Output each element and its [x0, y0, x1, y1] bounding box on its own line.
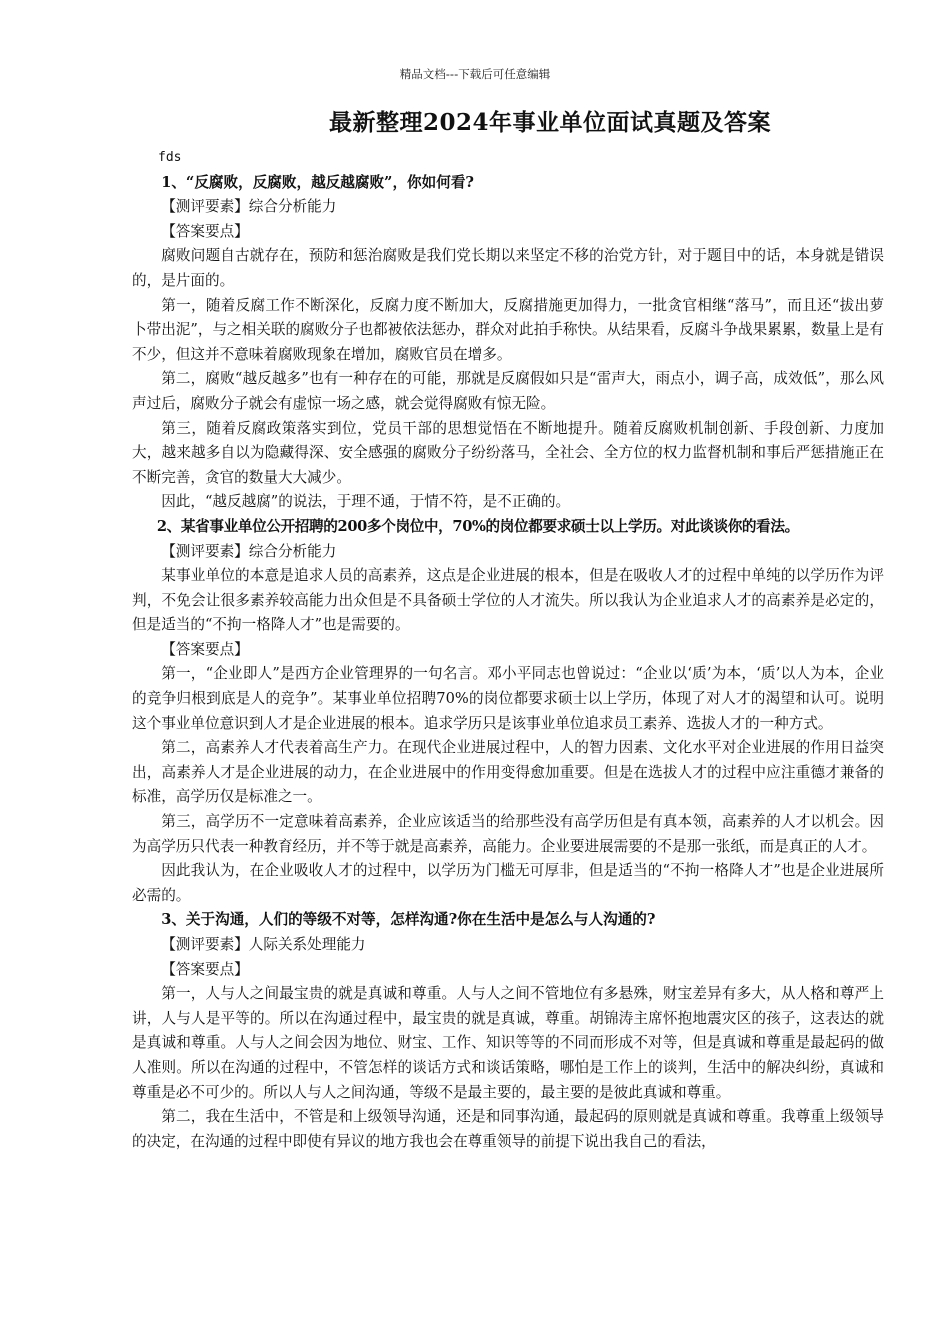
body-paragraph: 第三，高学历不一定意味着高素养，企业应该适当的给那些没有高学历但是有真本领，高素养的人才以机会。因为高学历只代表一种教育经历，并不等于就是高素养，高能力。企业要进展需要的不是那一张纸，而是真正的人才。: [132, 813, 884, 855]
page-header: 精品文档---下载后可任意编辑: [399, 67, 551, 81]
body-paragraph: 第二，腐败“越反越多”也有一种存在的可能，那就是反腐假如只是“雷声大，雨点小，调子高，成效低”，那么风声过后，腐败分子就会有虚惊一场之感，就会觉得腐败有惊无险。: [132, 370, 884, 412]
question-3: 3、关于沟通，人们的等级不对等，怎样沟通?你在生活中是怎么与人沟通的?: [161, 911, 656, 929]
body-paragraph: 第一，随着反腐工作不断深化，反腐力度不断加大，反腐措施更加得力，一批贪官相继“落马”，而且还“拔出萝卜带出泥”，与之相关联的腐败分子也都被依法惩办，群众对此拍手称快。从结果看，反腐斗争战果累累，数量上是有不少，但这并不意味着腐败现象在增加，腐败官员在增多。: [132, 296, 884, 363]
body-paragraph: 第二，高素养人才代表着高生产力。在现代企业进展过程中，人的智力因素、文化水平对企业进展的作用日益突出，高素养人才是企业进展的动力，在企业进展中的作用变得愈加重要。但是在选拔人才的过程中应注重德才兼备的标准，高学历仅是标准之一。: [132, 739, 884, 806]
body-paragraph: 腐败问题自古就存在，预防和惩治腐败是我们党长期以来坚定不移的治党方针，对于题目中的话，本身就是错误的，是片面的。: [132, 247, 884, 289]
document-title: 最新整理2024年事业单位面试真题及答案: [328, 109, 771, 136]
answer-points-heading-2: 【答案要点】: [161, 640, 249, 658]
question-2: 2、某省事业单位公开招聘的200多个岗位中，70%的岗位都要求硕士以上学历。对此谈谈你的看法。: [156, 517, 799, 535]
body-paragraph: 第三，随着反腐政策落实到位，党员干部的思想觉悟在不断地提升。随着反腐败机制创新、手段创新、力度加大，越来越多自以为隐藏得深、安全感强的腐败分子纷纷落马，全社会、全方位的权力监督机制和事后严惩措施正在不断完善，贪官的数量大大减少。: [132, 419, 884, 486]
body-paragraph: 因此，“越反越腐”的说法，于理不通，于情不符，是不正确的。: [161, 493, 571, 511]
stray-text: fds: [158, 150, 182, 165]
question-1: 1、“反腐败，反腐败，越反越腐败”，你如何看?: [161, 173, 474, 191]
document-body: [132, 146, 884, 1154]
answer-points-heading-1: 【答案要点】: [161, 222, 249, 240]
body-paragraph: 第一，人与人之间最宝贵的就是真诚和尊重。人与人之间不管地位有多悬殊，财宝差异有多大，从人格和尊严上讲，人与人是平等的。所以在沟通过程中，最宝贵的就是真诚，尊重。胡锦涛主席怀抱地震灾区的孩子，这表达的就是真诚和尊重。人与人之间会因为地位、财宝、工作、知识等等的不同而形成不对等，但是真诚和尊重是最起码的做人准则。所以在沟通的过程中，不管怎样的谈话方式和谈话策略，哪怕是工作上的谈判，生活中的解决纠纷，真诚和尊重是必不可少的。所以人与人之间沟通，等级不是最主要的，最主要的是彼此真诚和尊重。: [132, 985, 884, 1101]
answer-points-heading-3: 【答案要点】: [161, 960, 249, 978]
body-paragraph: 第一，“企业即人”是西方企业管理界的一句名言。邓小平同志也曾说过：“企业以‘质’为本，‘质’以人为本，企业的竞争归根到底是人的竞争”。某事业单位招聘70%的岗位都要求硕士以上学历，体现了对人才的渴望和认可。说明这个事业单位意识到人才是企业进展的根本。追求学历只是该事业单位追求员工素养、选拔人才的一种方式。: [132, 665, 884, 732]
body-paragraph: 第二，我在生活中，不管是和上级领导沟通，还是和同事沟通，最起码的原则就是真诚和尊重。我尊重上级领导的决定，在沟通的过程中即使有异议的地方我也会在尊重领导的前提下说出我自己的看法，: [132, 1108, 884, 1150]
evaluation-element-3: 【测评要素】人际关系处理能力: [161, 936, 366, 953]
body-paragraph: 因此我认为，在企业吸收人才的过程中，以学历为门槛无可厚非，但是适当的“不拘一格降人才”也是企业进展所必需的。: [132, 862, 884, 904]
body-paragraph: 某事业单位的本意是追求人员的高素养，这点是企业进展的根本，但是在吸收人才的过程中单纯的以学历作为评判，不免会让很多素养较高能力出众但是不具备硕士学位的人才流失。所以我认为企业追求人才的高素养是必定的，但是适当的“不拘一格降人才”也是需要的。: [132, 567, 884, 634]
evaluation-element-1: 【测评要素】综合分析能力: [161, 198, 337, 216]
evaluation-element-2: 【测评要素】综合分析能力: [161, 542, 337, 560]
